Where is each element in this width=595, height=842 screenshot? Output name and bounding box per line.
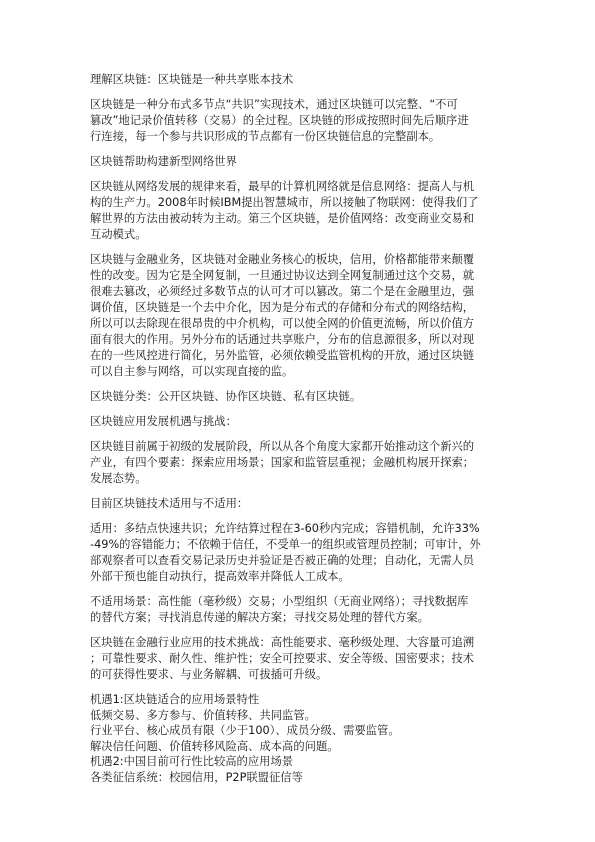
- heading-new-network-world: 区块链帮助构建新型网络世界: [90, 155, 237, 168]
- para-blockchain-definition: 区块链是一种分布式多节点“共识”实现技术，通过区块链可以完整、“不可 篡改”地记录价值转移（交易）的全过程。区块链的形成按照时间先后顺序进 行连接，每一个参与共识形成的节点都有一份区块链信息的完整副本。: [90, 98, 469, 143]
- para-development-stage: 区块链目前属于初级的发展阶段，所以从各个角度大家都开始推动这个新兴的 产业，有四个要素：探索应用场景；国家和监管层重视；金融机构展开探索； 发展态势。: [90, 440, 475, 485]
- opportunity-1-item: 行业平台、核心成员有限（少于100）、成员分级、需要监管。: [90, 724, 400, 737]
- opportunity-2-title: 机遇2:中国目前可行性比较高的应用场景: [90, 755, 294, 768]
- opportunity-1-title: 机遇1:区块链适合的应用场景特性: [90, 693, 260, 706]
- para-blockchain-categories: 区块链分类：公开区块链、协作区块链、私有区块链。: [90, 390, 362, 403]
- opportunity-1-item: 低频交易、多方参与、价值转移、共同监管。: [90, 708, 316, 722]
- para-not-applicable: 不适用场景：高性能（毫秒级）交易；小型组织（无商业网络）；寻找数据库 的替代方案；寻找消息传递的解决方案；寻找交易处理的替代方案。: [90, 595, 469, 624]
- para-applicable: 适用：多结点快速共识；允许结算过程在3-60秒内完成；容错机制，允许33% -49%的容错能力；不依赖于信任，不受单一的组织或管理员控制；可审计，外 部观察者可以查看交易记录历史并验证是否被正确的处理；自动化，无需人员 外部干预也能自动执行，提高效率并降低人工成本。: [90, 522, 481, 583]
- opportunity-1-item: 解决信任问题、价值转移风险高、成本高的问题。: [90, 739, 339, 753]
- heading-understanding-blockchain: 理解区块链：区块链是一种共享账本技术: [90, 73, 294, 86]
- para-network-development: 区块链从网络发展的规律来看，最早的计算机网络就是信息网络：提高人与机 构的生产力。2008年时候IBM提出智慧城市，所以接触了物联网：使得我们了 解世界的方法由被动转为主动。第三个区块链，是价值网络：改变商业交易和 互动模式。: [90, 180, 479, 241]
- para-blockchain-finance: 区块链与金融业务，区块链对金融业务核心的板块，信用，价格都能带来颠覆 性的改变。因为它是全网复制，一旦通过协议达到全网复制通过这个交易，就 很难去篡改，必须经过多数节点的认可才可以篡改。第二个是在金融里边，强 调价值，区块链是一个去中介化，因为是分布式的存储和分布式的网络结构， 所以可以去除现在很昂贵的中介机构，可以使全网的价值更流畅，所以价值方 面有很大的作用。另外分布的话通过共享账户，分布的信息源很多，所以对现 在的一些风控进行简化，另外监管，必须依赖受监管机构的开放，通过区块链 可以自主参与网络，可以实现直接的监。: [90, 253, 475, 378]
- opportunity-2-item: 各类征信系统：校园信用，P2P联盟征信等: [90, 770, 303, 784]
- heading-opportunities-challenges: 区块链应用发展机遇与挑战：: [90, 415, 237, 428]
- heading-applicability: 目前区块链技术适用与不适用：: [90, 497, 249, 510]
- opportunities-list: [90, 692, 505, 785]
- para-technical-challenges: 区块链在金融行业应用的技术挑战：高性能要求、毫秒级处理、大容量可追溯 ；可靠性要求、耐久性、维护性；安全可控要求、安全等级、国密要求；技术 的可获得性要求、与业务解耦、可拔插可升级。: [90, 636, 475, 681]
